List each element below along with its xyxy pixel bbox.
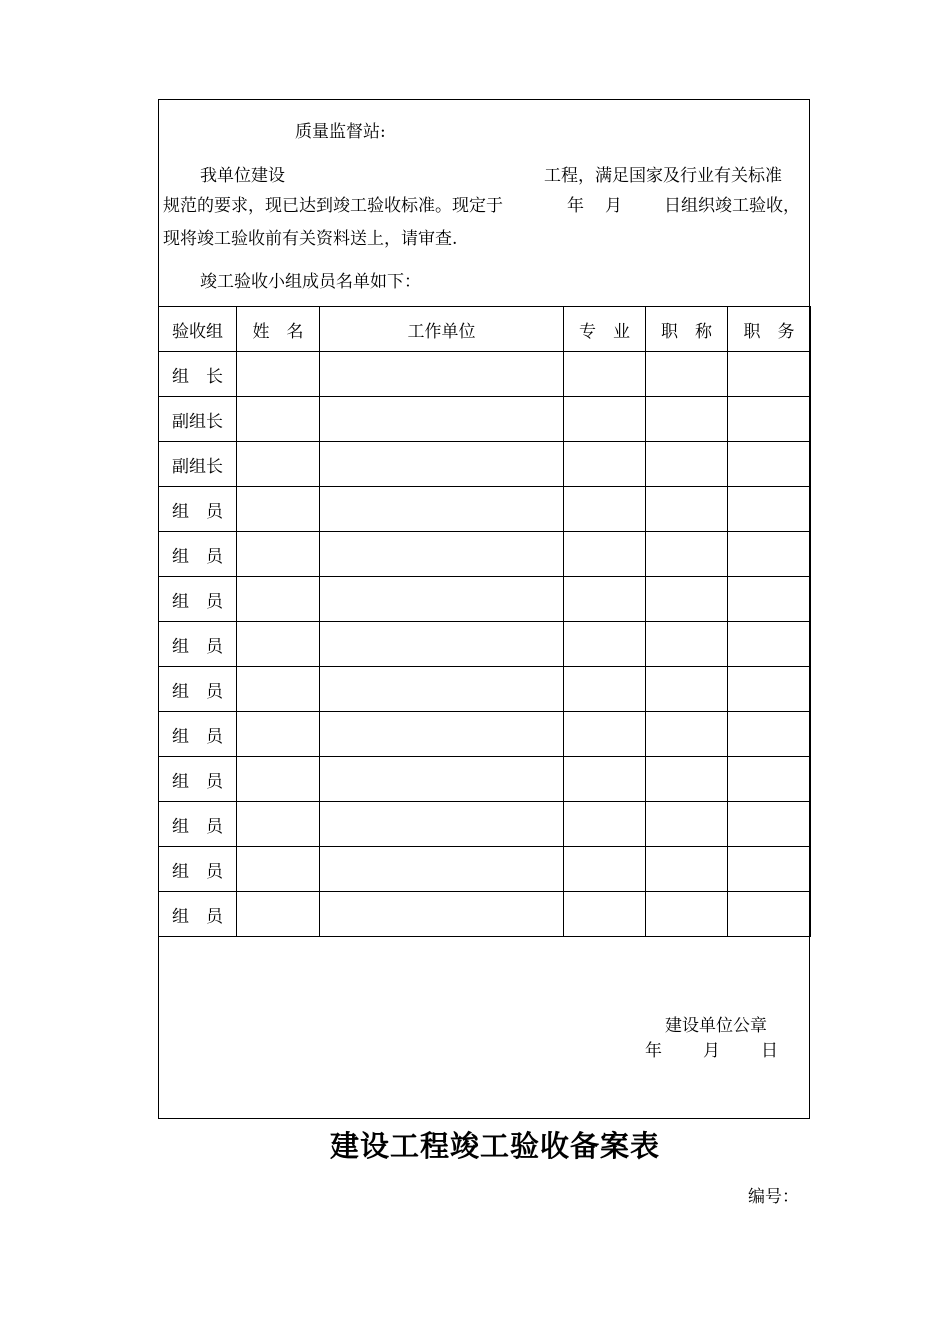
specialty-cell[interactable] (564, 802, 646, 847)
intro-line2-year: 年 (567, 196, 584, 216)
header-position: 职 务 (728, 307, 811, 352)
work-unit-cell[interactable] (320, 847, 564, 892)
position-cell[interactable] (728, 532, 811, 577)
work-unit-cell[interactable] (320, 667, 564, 712)
table-row (159, 847, 811, 892)
title-cell[interactable] (646, 487, 728, 532)
role-cell: 组 员 (159, 622, 237, 667)
work-unit-cell[interactable] (320, 487, 564, 532)
name-cell[interactable] (237, 757, 320, 802)
specialty-cell[interactable] (564, 577, 646, 622)
work-unit-cell[interactable] (320, 892, 564, 937)
table-row (159, 577, 811, 622)
name-cell[interactable] (237, 847, 320, 892)
table-row (159, 712, 811, 757)
seal-month: 月 (703, 1041, 720, 1061)
role-cell: 组 员 (159, 487, 237, 532)
position-cell[interactable] (728, 622, 811, 667)
role-cell: 组 员 (159, 847, 237, 892)
intro-line2-day: 日组织竣工验收， (664, 196, 800, 216)
title-cell[interactable] (646, 892, 728, 937)
header-specialty: 专 业 (564, 307, 646, 352)
table-row (159, 352, 811, 397)
table-row (159, 622, 811, 667)
role-cell: 组 长 (159, 352, 237, 397)
intro-line2-month: 月 (605, 196, 622, 216)
position-cell[interactable] (728, 352, 811, 397)
work-unit-cell[interactable] (320, 397, 564, 442)
header-name: 姓 名 (237, 307, 320, 352)
seal-day: 日 (761, 1041, 778, 1061)
position-cell[interactable] (728, 667, 811, 712)
table-row (159, 532, 811, 577)
title-cell[interactable] (646, 802, 728, 847)
name-cell[interactable] (237, 352, 320, 397)
intro-line3: 现将竣工验收前有关资料送上，请审查. (163, 229, 458, 249)
position-cell[interactable] (728, 487, 811, 532)
work-unit-cell[interactable] (320, 712, 564, 757)
page-title: 建设工程竣工验收备案表 (329, 1129, 660, 1163)
position-cell[interactable] (728, 442, 811, 487)
name-cell[interactable] (237, 802, 320, 847)
title-cell[interactable] (646, 577, 728, 622)
specialty-cell[interactable] (564, 532, 646, 577)
position-cell[interactable] (728, 757, 811, 802)
specialty-cell[interactable] (564, 487, 646, 532)
salutation: 质量监督站: (295, 122, 386, 142)
title-cell[interactable] (646, 847, 728, 892)
title-cell[interactable] (646, 757, 728, 802)
table-row (159, 757, 811, 802)
role-cell: 组 员 (159, 532, 237, 577)
serial-number-label: 编号： (748, 1187, 799, 1207)
position-cell[interactable] (728, 397, 811, 442)
title-cell[interactable] (646, 532, 728, 577)
table-row (159, 802, 811, 847)
work-unit-cell[interactable] (320, 757, 564, 802)
name-cell[interactable] (237, 577, 320, 622)
intro-line2: 规范的要求，现已达到竣工验收标准。现定于 (163, 196, 503, 216)
table-row (159, 487, 811, 532)
specialty-cell[interactable] (564, 622, 646, 667)
work-unit-cell[interactable] (320, 802, 564, 847)
role-cell: 组 员 (159, 802, 237, 847)
name-cell[interactable] (237, 397, 320, 442)
table-row (159, 892, 811, 937)
position-cell[interactable] (728, 847, 811, 892)
work-unit-cell[interactable] (320, 577, 564, 622)
position-cell[interactable] (728, 712, 811, 757)
seal-label: 建设单位公章 (665, 1016, 767, 1036)
members-table (158, 306, 811, 937)
name-cell[interactable] (237, 487, 320, 532)
role-cell: 副组长 (159, 442, 237, 487)
header-work-unit: 工作单位 (320, 307, 564, 352)
intro-line1-end: 工程，满足国家及行业有关标准 (544, 166, 782, 186)
title-cell[interactable] (646, 712, 728, 757)
work-unit-cell[interactable] (320, 442, 564, 487)
title-cell[interactable] (646, 352, 728, 397)
role-cell: 组 员 (159, 577, 237, 622)
intro-line1-start: 我单位建设 (200, 166, 285, 186)
specialty-cell[interactable] (564, 397, 646, 442)
position-cell[interactable] (728, 802, 811, 847)
table-row (159, 667, 811, 712)
specialty-cell[interactable] (564, 442, 646, 487)
intro-section (159, 100, 809, 307)
seal-year: 年 (645, 1041, 662, 1061)
role-cell: 组 员 (159, 712, 237, 757)
name-cell[interactable] (237, 712, 320, 757)
intro-line4: 竣工验收小组成员名单如下： (200, 272, 421, 292)
title-cell[interactable] (646, 667, 728, 712)
specialty-cell[interactable] (564, 352, 646, 397)
role-cell: 组 员 (159, 757, 237, 802)
name-cell[interactable] (237, 622, 320, 667)
specialty-cell[interactable] (564, 892, 646, 937)
position-cell[interactable] (728, 577, 811, 622)
title-cell[interactable] (646, 622, 728, 667)
specialty-cell[interactable] (564, 712, 646, 757)
work-unit-cell[interactable] (320, 352, 564, 397)
work-unit-cell[interactable] (320, 532, 564, 577)
work-unit-cell[interactable] (320, 622, 564, 667)
role-cell: 组 员 (159, 667, 237, 712)
name-cell[interactable] (237, 667, 320, 712)
record-form (158, 99, 810, 1119)
role-cell: 副组长 (159, 397, 237, 442)
name-cell[interactable] (237, 532, 320, 577)
table-row (159, 397, 811, 442)
title-cell[interactable] (646, 442, 728, 487)
specialty-cell[interactable] (564, 667, 646, 712)
name-cell[interactable] (237, 892, 320, 937)
role-cell: 组 员 (159, 892, 237, 937)
specialty-cell[interactable] (564, 847, 646, 892)
name-cell[interactable] (237, 442, 320, 487)
table-row (159, 442, 811, 487)
specialty-cell[interactable] (564, 757, 646, 802)
header-group: 验收组 (159, 307, 237, 352)
table-header-row (159, 307, 811, 352)
position-cell[interactable] (728, 892, 811, 937)
header-title: 职 称 (646, 307, 728, 352)
title-cell[interactable] (646, 397, 728, 442)
